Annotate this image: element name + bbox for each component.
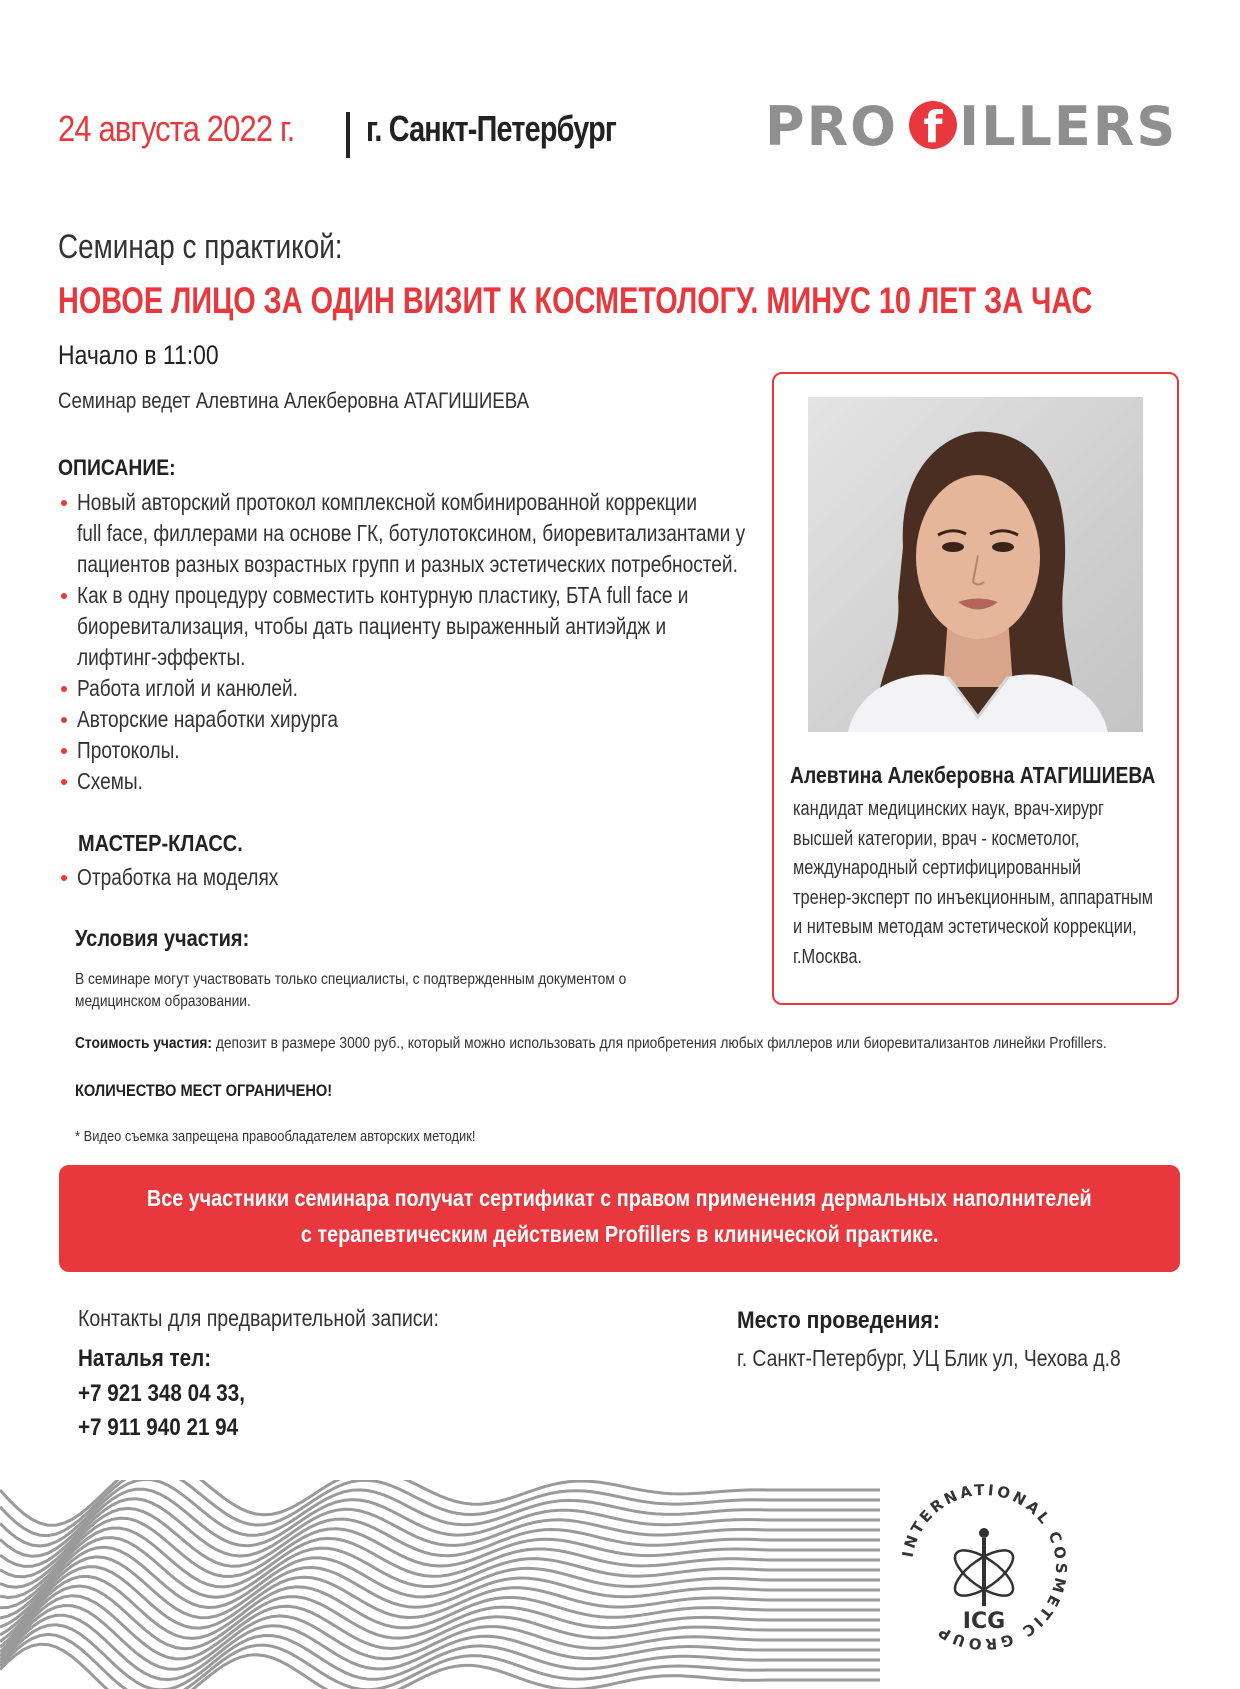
list-item: Схемы. [58,766,738,797]
limited-seats-notice: КОЛИЧЕСТВО МЕСТ ОГРАНИЧЕНО! [75,1081,333,1100]
cost-line [75,1035,1107,1053]
list-item: Новый авторский протокол комплексной комбинированной коррекции [58,487,738,518]
cost-label: Стоимость участия: [75,1035,213,1052]
certificate-banner [59,1165,1180,1272]
video-note: * Видео съемка запрещена правообладателем авторских методик! [75,1128,476,1145]
contact-name: Наталья тел: [78,1345,212,1372]
list-item-continuation: full face, филлерами на основе ГК, ботулотоксином, биоревитализантами у [77,520,746,546]
cost-text: депозит в размере 3000 руб., который можно использовать для приобретения любых филлеров или биоревитализантов линейки Profillers. [212,1035,1107,1052]
logo-text-right: ILLERS [959,95,1178,155]
list-item-continuation: пациентов разных возрастных групп и разных эстетических потребностей. [77,551,738,577]
header-divider [346,112,350,158]
list-item-continuation: биоревитализация, чтобы дать пациенту выраженный антиэйдж и [77,613,667,639]
venue-address: г. Санкт-Петербург, УЦ Блик ул, Чехова д.8 [737,1345,1121,1371]
banner-line: Все участники семинара получат сертификат с правом применения дермальных наполнителей [147,1185,1092,1211]
conditions-line: В семинаре могут участвовать только специалисты, с подтвержденным документом о [75,971,627,988]
bio-line: тренер-эксперт по инъекционным, аппаратным [793,886,1154,909]
icg-ring-text: INTERNATIONAL COSMETIC GROUP [898,1480,1071,1654]
banner-line: с терапевтическим действием Profillers в клинической практике. [300,1221,939,1247]
list-item: Авторские наработки хирурга [58,704,738,735]
lecturer-line: Семинар ведет Алевтина Алекберовна АТАГИШИЕВА [58,388,530,413]
bio-line: международный сертифицированный [793,857,1082,879]
start-time: Начало в 11:00 [58,340,219,370]
contact-phone[interactable]: +7 911 940 21 94 [78,1414,239,1441]
event-date: 24 августа 2022 г. [58,108,295,149]
seminar-subtitle: Семинар с практикой: [58,228,343,266]
speaker-bio [793,795,1223,972]
logo-accent-letter: f [923,102,943,153]
conditions-heading: Условия участия: [75,925,250,951]
speaker-photo [808,397,1143,732]
list-item: Работа иглой и канюлей. [58,673,738,704]
logo-text-left: PRO [765,95,899,155]
bio-line: кандидат медицинских наук, врач-хирург [793,798,1105,820]
master-class-heading: МАСТЕР-КЛАСС. [78,830,243,856]
bio-line: г.Москва. [793,945,863,968]
list-item: Отработка на моделях [58,862,458,893]
profillers-logo-graphic [765,95,1185,155]
contact-phone[interactable]: +7 921 348 04 33, [78,1380,246,1407]
speaker-portrait [808,397,1143,732]
list-item: Как в одну процедуру совместить контурную пластику, БТА full face и [58,580,738,611]
icg-abbr: ICG [962,1609,1006,1634]
event-city: г. Санкт-Петербург [366,108,617,149]
description-heading: ОПИСАНИЕ: [58,455,176,480]
bio-line: высшей категории, врач - косметолог, [793,827,1080,850]
list-item-continuation: лифтинг-эффекты. [77,644,246,670]
description-list [58,487,746,797]
profillers-logo [765,95,1185,155]
list-item: Протоколы. [58,735,738,766]
icg-logo [895,1478,1073,1656]
conditions-line: медицинском образовании. [75,993,251,1010]
decorative-waves [0,1480,880,1689]
conditions-text [75,969,711,1013]
venue-heading: Место проведения: [737,1307,940,1334]
seminar-title: НОВОЕ ЛИЦО ЗА ОДИН ВИЗИТ К КОСМЕТОЛОГУ. МИНУС 10 ЛЕТ ЗА ЧАС [58,280,1093,321]
speaker-name: Алевтина Алекберовна АТАГИШИЕВА [790,762,1156,788]
contacts-heading: Контакты для предварительной записи: [78,1305,439,1331]
bio-line: и нитевым методам эстетической коррекции, [793,916,1137,938]
master-class-list [58,862,458,893]
icg-dot [979,1528,989,1538]
